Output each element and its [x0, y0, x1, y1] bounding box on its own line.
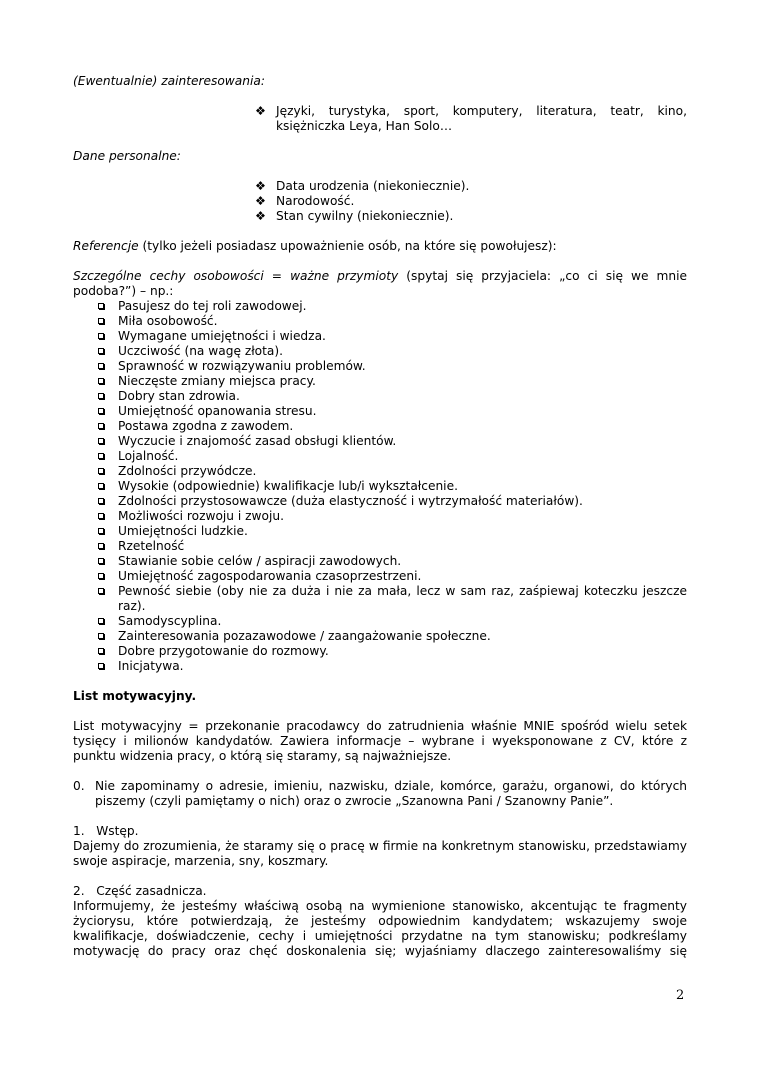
section-2-heading: 2. Część zasadnicza. [73, 884, 207, 898]
list-item: Możliwości rozwoju i zwoju. [73, 509, 687, 524]
traits-list [73, 299, 687, 674]
list-item: ❖ Narodowość. [255, 194, 355, 208]
references-line: Referencje (tylko jeżeli posiadasz upoważnienie osób, na które się powołujesz): [73, 239, 557, 253]
square-bullet-icon [98, 543, 104, 549]
list-item: Umiejętności ludzkie. [73, 524, 687, 539]
square-bullet-icon [98, 408, 104, 414]
list-item: ❖ Języki, turystyka, sport, komputery, literatura, teatr, kino, księżniczka Leya, Han Solo… [255, 104, 687, 133]
square-bullet-icon [98, 633, 104, 639]
list-item: Nieczęste zmiany miejsca pracy. [73, 374, 687, 389]
list-item: Uczciwość (na wagę złota). [73, 344, 687, 359]
square-bullet-icon [98, 513, 104, 519]
document-page [73, 74, 687, 959]
list-item: Stawianie sobie celów / aspiracji zawodowych. [73, 554, 687, 569]
list-item: Inicjatywa. [73, 659, 687, 674]
page-number: 2 [676, 988, 685, 1003]
list-item: Umiejętność zagospodarowania czasoprzestrzeni. [73, 569, 687, 584]
diamond-bullet-icon: ❖ [255, 179, 266, 193]
list-item: Rzetelność [73, 539, 687, 554]
square-bullet-icon [98, 483, 104, 489]
list-item: Sprawność w rozwiązywaniu problemów. [73, 359, 687, 374]
list-item: Wysokie (odpowiednie) kwalifikacje lub/i wykształcenie. [73, 479, 687, 494]
section-2-text: Informujemy, że jesteśmy właściwą osobą na wymienione stanowisko, akcentując te fragmenty życiorysu, które potwierdzają, że jesteśmy odpowiednim kandydatem; wskazujemy swoje kwalifikacje, doświadczenie, cechy i umiejętności przydatne na tym stanowisku; podkreślamy motywację do pracy oraz chęć doskonalenia się; wyjaśniamy dlaczego zainteresowaliśmy się [73, 899, 687, 958]
personal-heading: Dane personalne: [73, 149, 181, 163]
list-item: Wymagane umiejętności i wiedza. [73, 329, 687, 344]
square-bullet-icon [98, 348, 104, 354]
list-item: Pewność siebie (oby nie za duża i nie za mała, lecz w sam raz, zaśpiewaj koteczku jeszcze raz). [73, 584, 687, 614]
square-bullet-icon [98, 648, 104, 654]
list-item: Zdolności przywódcze. [73, 464, 687, 479]
list-item: Postawa zgodna z zawodem. [73, 419, 687, 434]
square-bullet-icon [98, 573, 104, 579]
square-bullet-icon [98, 588, 104, 594]
list-item: Dobry stan zdrowia. [73, 389, 687, 404]
square-bullet-icon [98, 423, 104, 429]
diamond-bullet-icon: ❖ [255, 194, 266, 208]
list-item: Wyczucie i znajomość zasad obsługi klientów. [73, 434, 687, 449]
list-item: Miła osobowość. [73, 314, 687, 329]
letter-title: List motywacyjny. [73, 689, 197, 703]
list-item: Zainteresowania pozazawodowe / zaangażowanie społeczne. [73, 629, 687, 644]
square-bullet-icon [98, 363, 104, 369]
square-bullet-icon [98, 618, 104, 624]
list-item: Samodyscyplina. [73, 614, 687, 629]
square-bullet-icon [98, 498, 104, 504]
diamond-bullet-icon: ❖ [255, 104, 266, 118]
diamond-bullet-icon: ❖ [255, 209, 266, 223]
section-1-heading: 1. Wstęp. [73, 824, 139, 838]
square-bullet-icon [98, 453, 104, 459]
list-item: Zdolności przystosowawcze (duża elastyczność i wytrzymałość materiałów). [73, 494, 687, 509]
square-bullet-icon [98, 663, 104, 669]
list-item: Pasujesz do tej roli zawodowej. [73, 299, 687, 314]
square-bullet-icon [98, 303, 104, 309]
list-item: ❖ Stan cywilny (niekoniecznie). [255, 209, 454, 223]
list-item: ❖ Data urodzenia (niekoniecznie). [255, 179, 470, 193]
item-number: 0. [73, 779, 85, 793]
square-bullet-icon [98, 468, 104, 474]
section-1-text: Dajemy do zrozumienia, że staramy się o pracę w firmie na konkretnym stanowisku, przedstawiamy swoje aspiracje, marzenia, sny, koszmary. [73, 839, 687, 868]
square-bullet-icon [98, 378, 104, 384]
square-bullet-icon [98, 318, 104, 324]
list-item: Lojalność. [73, 449, 687, 464]
letter-item-0 [73, 779, 687, 809]
interests-list [73, 104, 687, 134]
square-bullet-icon [98, 393, 104, 399]
square-bullet-icon [98, 333, 104, 339]
personal-list [73, 179, 687, 224]
interests-heading: (Ewentualnie) zainteresowania: [73, 74, 265, 88]
list-item: Umiejętność opanowania stresu. [73, 404, 687, 419]
list-item: Dobre przygotowanie do rozmowy. [73, 644, 687, 659]
item-text: Nie zapominamy o adresie, imieniu, nazwisku, dziale, komórce, garażu, organowi, do których piszemy (czyli pamiętamy o nich) oraz o zwrocie „Szanowna Pani / Szanowny Panie”. [95, 779, 687, 808]
square-bullet-icon [98, 558, 104, 564]
traits-intro: Szczególne cechy osobowości = ważne przymioty (spytaj się przyjaciela: „co ci się we mnie podoba?”) – np.: [73, 269, 687, 298]
square-bullet-icon [98, 438, 104, 444]
square-bullet-icon [98, 528, 104, 534]
letter-intro: List motywacyjny = przekonanie pracodawcy do zatrudnienia właśnie MNIE spośród wielu setek tysięcy i milionów kandydatów. Zawiera informacje – wybrane i wyeksponowane z CV, które z punktu widzenia pracy, o którą się staramy, są najważniejsze. [73, 719, 687, 763]
